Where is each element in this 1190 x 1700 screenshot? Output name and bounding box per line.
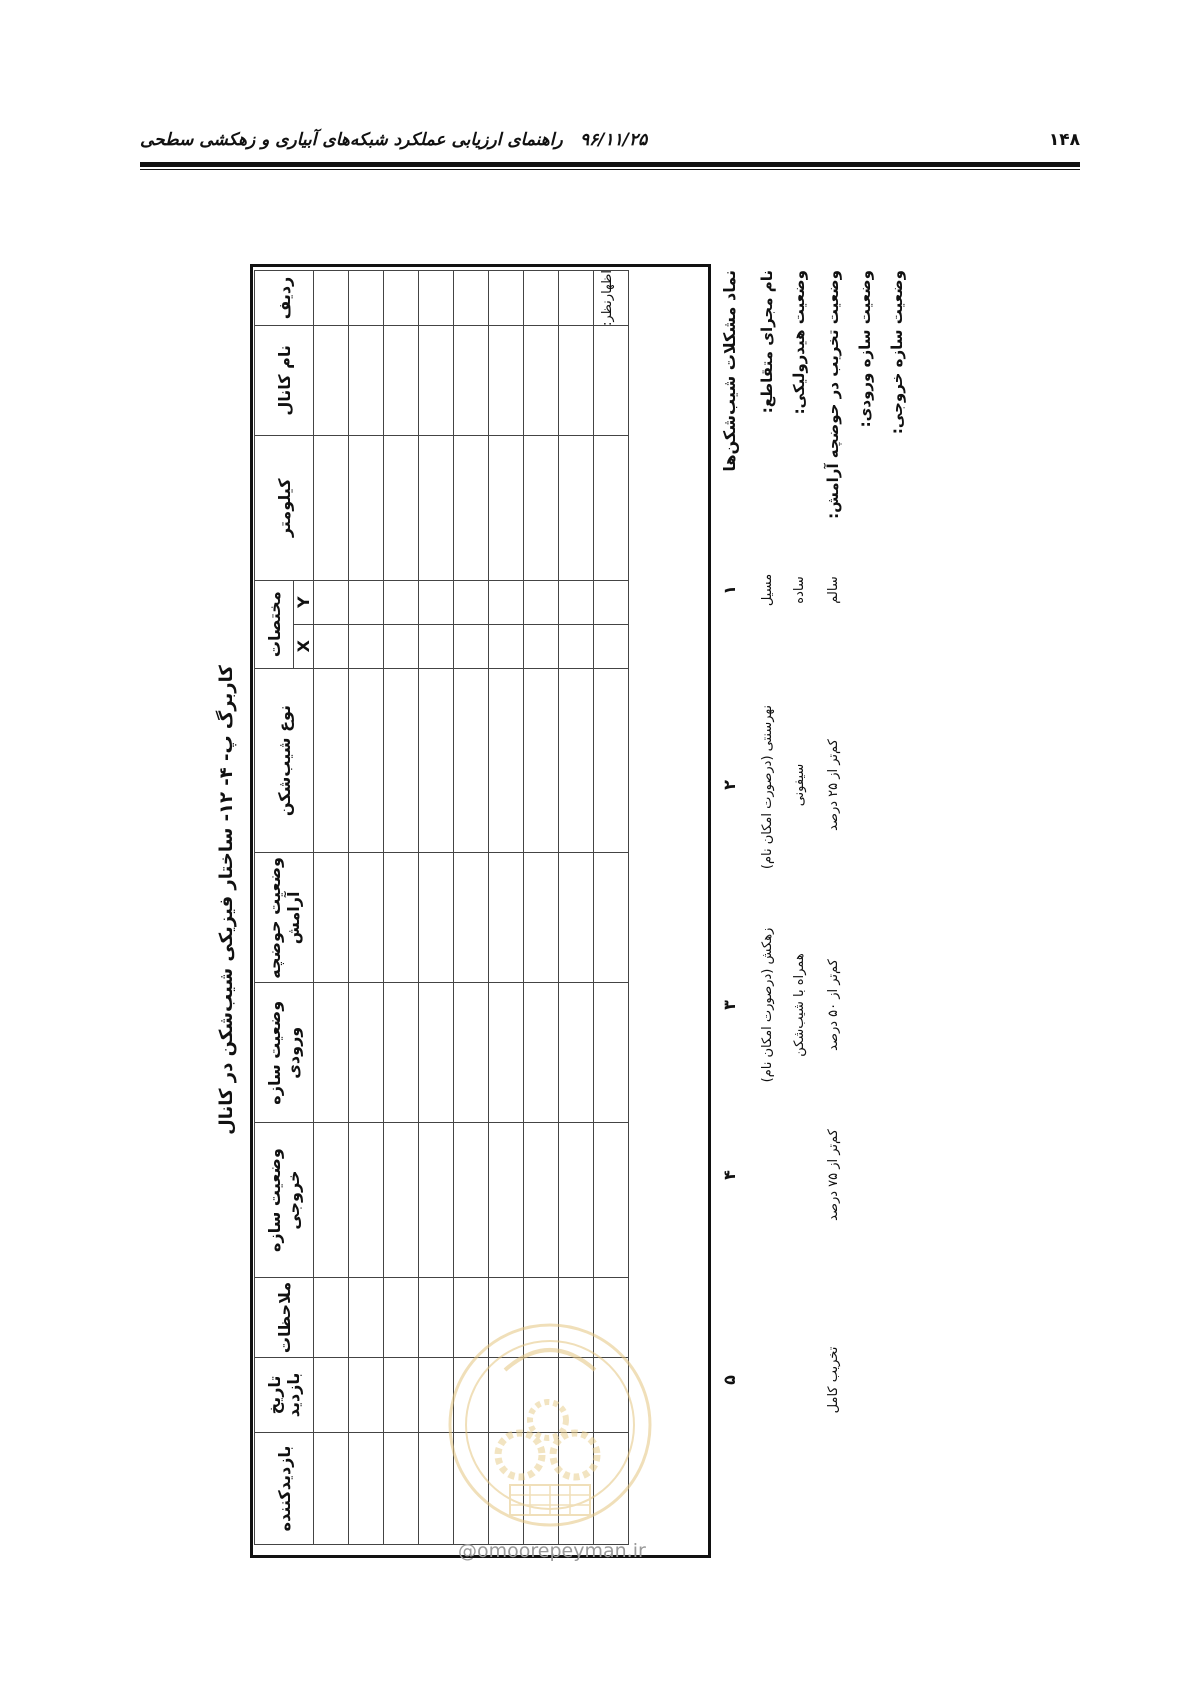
legend-label-crossing: نام مجرای متقاطع: (758, 270, 776, 414)
legend-number: ۱ (720, 585, 739, 595)
legend-crossing-3: زهکش (درصورت امکان نام) (760, 927, 775, 1083)
legend-number: ۳ (720, 1000, 739, 1010)
col-row: ردیف (255, 271, 314, 326)
header-title: راهنمای ارزیابی عملکرد شبکه‌های آبیاری و زهکشی سطحی (140, 130, 563, 150)
legend-number: ۴ (720, 1170, 739, 1180)
legend-damage-3: کم‌تر از ۵۰ درصد (826, 959, 841, 1051)
legend-damage-1: سالم (826, 576, 841, 604)
legend-number: ۵ (720, 1375, 739, 1385)
legend-hydraulic-2: سیفونی (792, 763, 807, 807)
col-inlet-status: وضعیت سازه ورودی (255, 983, 314, 1123)
col-canal-name: نام کانال (255, 325, 314, 435)
legend-number: ۲ (720, 780, 739, 790)
legend-title: نماد مشکلات شیب‌شکن‌ها (720, 270, 739, 472)
legend-crossing-2: نهرسنتی (درصورت امکان نام) (760, 705, 775, 870)
seal-stamp (445, 1305, 655, 1535)
legend-damage-5: تخریب کامل (826, 1346, 841, 1414)
header-date: ۹۶/۱۱/۲۵ (580, 130, 648, 150)
remark-label: اظهارنظر: (600, 270, 615, 327)
col-y: Y (294, 580, 314, 624)
col-outlet-status: وضعیت سازه خروجی (255, 1123, 314, 1278)
col-coordinates: مختصات (255, 580, 294, 668)
table-row[interactable] (314, 271, 349, 1545)
legend-label-inlet: وضعیت سازه ورودی: (856, 270, 874, 428)
legend-hydraulic-1: ساده (792, 576, 807, 604)
col-basin-status: وضعیت حوضچه آرامش (255, 853, 314, 983)
legend-damage-4: کم‌تر از ۷۵ درصد (826, 1129, 841, 1221)
legend (720, 270, 960, 1570)
form-title: کاربرگ پ- ۴- ۱۲- ساختار فیزیکی شیب‌شکن در کانال (216, 665, 237, 1135)
page-header (140, 130, 1080, 160)
table-row[interactable] (384, 271, 419, 1545)
legend-hydraulic-3: همراه با شیب‌شکن (792, 953, 807, 1057)
legend-label-basin: وضعیت تخریب در حوضچه آرامش: (824, 270, 842, 519)
legend-label-hydraulic: وضعیت هیدرولیکی: (790, 270, 808, 415)
header-rule-thick (140, 162, 1080, 167)
header-rule-thin (140, 169, 1080, 170)
page-number: ۱۴۸ (1048, 130, 1080, 150)
legend-crossing-1: مسیل (760, 573, 775, 607)
col-visitor: بازدیدکننده (255, 1432, 314, 1544)
legend-label-outlet: وضعیت سازه خروجی: (888, 270, 906, 435)
watermark: @omoorepeyman.ir (458, 1540, 646, 1562)
table-row[interactable] (349, 271, 384, 1545)
col-drop-type: نوع شیب‌شکن (255, 668, 314, 853)
col-notes: ملاحظات (255, 1278, 314, 1358)
col-kilometer: کیلومتر (255, 435, 314, 580)
col-visit-date: تاریخ بازدید (255, 1357, 314, 1432)
legend-damage-2: کم‌تر از ۲۵ درصد (826, 739, 841, 831)
col-x: X (294, 624, 314, 668)
